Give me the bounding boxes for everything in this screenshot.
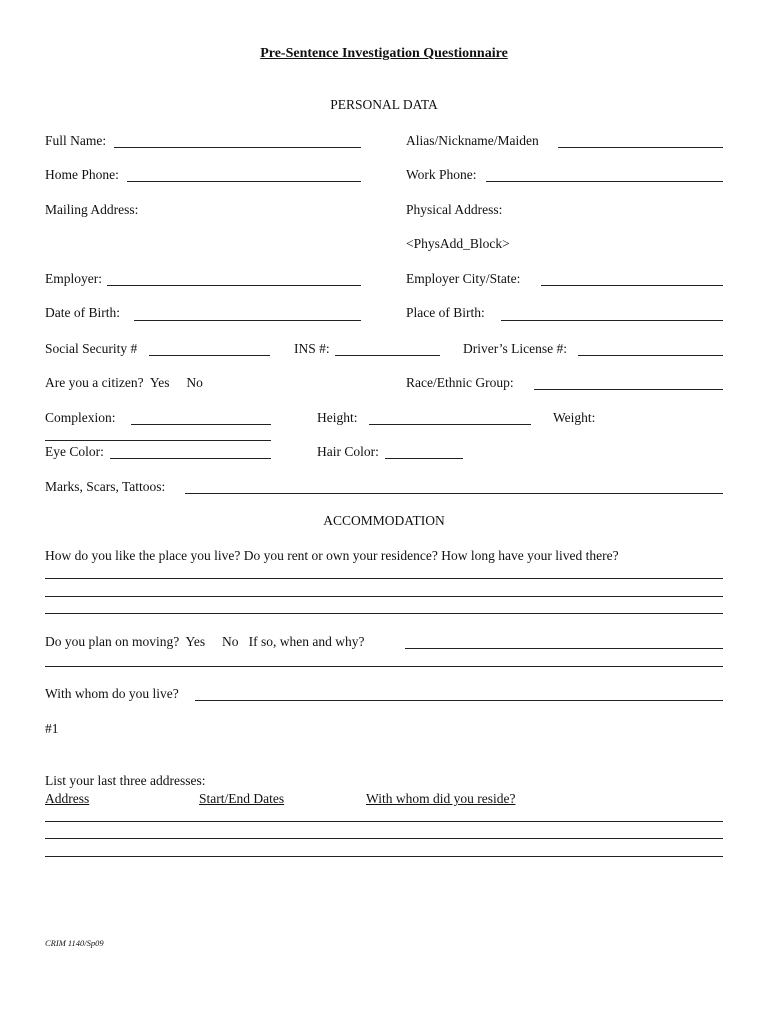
alias-field[interactable] xyxy=(558,147,723,148)
whom-live-field[interactable] xyxy=(195,700,723,701)
address-line-3[interactable] xyxy=(45,856,723,857)
form-footer-code: CRIM 1140/Sp09 xyxy=(45,938,104,948)
ins-field[interactable] xyxy=(335,355,440,356)
resided-with-column-header: With whom did you reside? xyxy=(366,791,516,806)
full-name-label: Full Name: xyxy=(45,133,107,148)
answer-line-1[interactable] xyxy=(45,578,723,579)
last-addresses-label: List your last three addresses: xyxy=(45,773,206,788)
height-label: Height: xyxy=(317,410,358,425)
place-of-birth-label: Place of Birth: xyxy=(406,305,485,320)
hair-color-label: Hair Color: xyxy=(317,444,379,459)
place-live-question: How do you like the place you live? Do you rent or own your residence? How long have your lived there? xyxy=(45,548,619,563)
weight-label: Weight: xyxy=(553,410,596,425)
form-title: Pre-Sentence Investigation Questionnaire xyxy=(260,46,508,61)
work-phone-field[interactable] xyxy=(486,181,723,182)
marks-field[interactable] xyxy=(185,493,723,494)
address-line-1[interactable] xyxy=(45,821,723,822)
employer-label: Employer: xyxy=(45,271,102,286)
dob-label: Date of Birth: xyxy=(45,305,120,320)
marks-label: Marks, Scars, Tattoos: xyxy=(45,479,166,494)
moving-question: Do you plan on moving? Yes No If so, when and why? xyxy=(45,634,365,649)
eye-color-field[interactable] xyxy=(110,458,271,459)
race-field[interactable] xyxy=(534,389,723,390)
dob-field[interactable] xyxy=(134,320,361,321)
mailing-address-label: Mailing Address: xyxy=(45,202,139,217)
dates-column-header: Start/End Dates xyxy=(199,791,285,806)
complexion-label: Complexion: xyxy=(45,410,116,425)
section-personal-data: PERSONAL DATA xyxy=(330,97,438,112)
address-column-header: Address xyxy=(45,791,90,806)
complexion-field[interactable] xyxy=(131,424,271,425)
answer-line-3[interactable] xyxy=(45,613,723,614)
alias-label: Alias/Nickname/Maiden xyxy=(406,133,539,148)
answer-line-2[interactable] xyxy=(45,596,723,597)
home-phone-field[interactable] xyxy=(127,181,361,182)
marker-1: #1 xyxy=(45,721,59,736)
drivers-license-field[interactable] xyxy=(578,355,723,356)
phys-add-block: <PhysAdd_Block> xyxy=(406,236,510,251)
height-field[interactable] xyxy=(369,424,531,425)
address-line-2[interactable] xyxy=(45,838,723,839)
citizen-question[interactable]: Are you a citizen? Yes No xyxy=(45,375,203,390)
ssn-label: Social Security # xyxy=(45,341,138,356)
moving-answer-line-2[interactable] xyxy=(45,666,723,667)
work-phone-label: Work Phone: xyxy=(406,167,477,182)
race-label: Race/Ethnic Group: xyxy=(406,375,514,390)
eye-color-label: Eye Color: xyxy=(45,444,104,459)
ins-label: INS #: xyxy=(294,341,330,356)
physical-address-label: Physical Address: xyxy=(406,202,503,217)
place-of-birth-field[interactable] xyxy=(501,320,723,321)
whom-live-question: With whom do you live? xyxy=(45,686,179,701)
hair-color-field[interactable] xyxy=(385,458,463,459)
employer-city-state-field[interactable] xyxy=(541,285,723,286)
employer-city-state-label: Employer City/State: xyxy=(406,271,521,286)
section-accommodation: ACCOMMODATION xyxy=(323,513,445,528)
employer-field[interactable] xyxy=(107,285,361,286)
ssn-field[interactable] xyxy=(149,355,270,356)
home-phone-label: Home Phone: xyxy=(45,167,119,182)
full-name-field[interactable] xyxy=(114,147,361,148)
drivers-license-label: Driver’s License #: xyxy=(463,341,567,356)
moving-answer-field[interactable] xyxy=(405,648,723,649)
weight-field[interactable] xyxy=(45,440,271,441)
